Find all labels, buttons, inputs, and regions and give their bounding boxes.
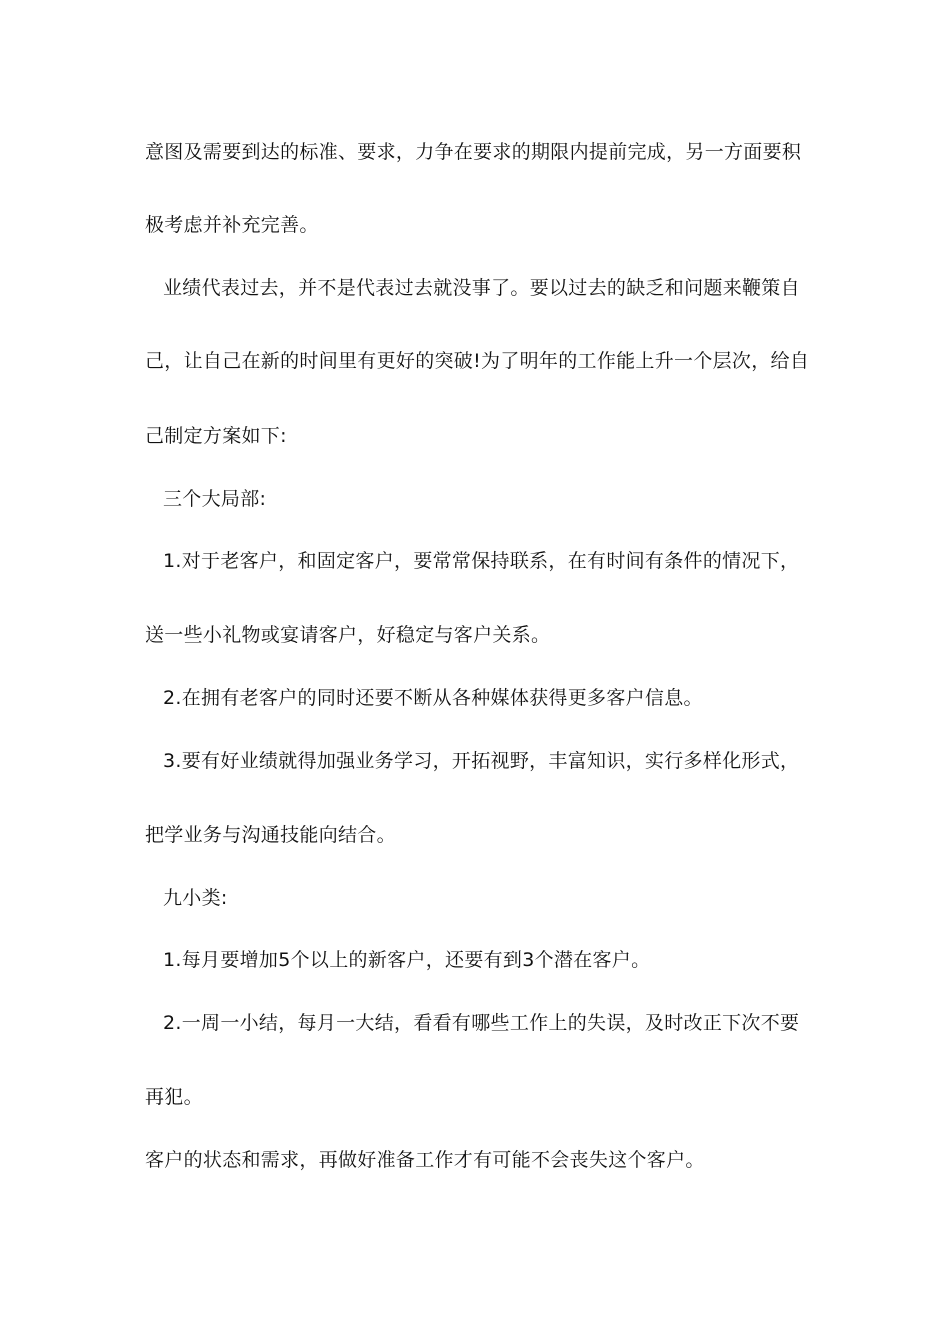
list-item-3-line-2: 把学业务与沟通技能向结合。 [145,824,396,846]
list-item-2: 2.在拥有老客户的同时还要不断从各种媒体获得更多客户信息。 [163,687,703,709]
paragraph-line-4: 己，让自己在新的时间里有更好的突破!为了明年的工作能上升一个层次，给自 [145,350,810,372]
section-heading-nine-categories: 九小类: [163,887,228,909]
paragraph-line-2: 极考虑并补充完善。 [145,214,319,236]
closing-line: 客户的状态和需求，再做好准备工作才有可能不会丧失这个客户。 [145,1149,705,1171]
list-item-1-line-1: 1.对于老客户，和固定客户，要常常保持联系，在有时间有条件的情况下， [163,550,800,572]
paragraph-line-3: 业绩代表过去，并不是代表过去就没事了。要以过去的缺乏和问题来鞭策自 [163,277,800,299]
sub-item-2-line-1: 2.一周一小结，每月一大结，看看有哪些工作上的失误，及时改正下次不要 [163,1012,800,1034]
paragraph-line-5: 己制定方案如下: [145,425,287,447]
section-heading-three-parts: 三个大局部: [163,488,267,510]
sub-item-1: 1.每月要增加5个以上的新客户，还要有到3个潜在客户。 [163,949,651,971]
list-item-1-line-2: 送一些小礼物或宴请客户，好稳定与客户关系。 [145,624,551,646]
sub-item-2-line-2: 再犯。 [145,1086,203,1108]
list-item-3-line-1: 3.要有好业绩就得加强业务学习，开拓视野，丰富知识，实行多样化形式， [163,750,800,772]
paragraph-line-1: 意图及需要到达的标准、要求，力争在要求的期限内提前完成，另一方面要积 [145,141,802,163]
